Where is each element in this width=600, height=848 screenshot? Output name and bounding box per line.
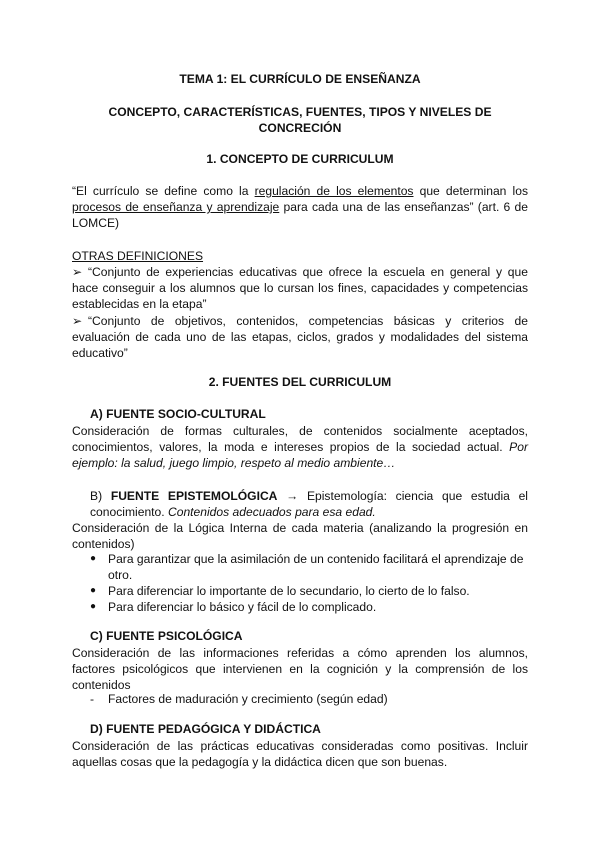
underlined-term: regulación de los elementos: [254, 184, 414, 198]
document-title: TEMA 1: EL CURRÍCULO DE ENSEÑANZA: [179, 72, 421, 86]
fuente-b-heading: B) FUENTE EPISTEMOLÓGICA → Epistemología: ciencia que estudia el conocimiento. Contenidos adecuados para esa edad.: [90, 489, 528, 520]
section-2-heading: 2. FUENTES DEL CURRICULUM: [208, 375, 392, 389]
dash-bullet-icon: -: [90, 692, 95, 706]
arrow-bullet-icon: ➢: [72, 265, 83, 279]
fuente-c-text: Consideración de las informaciones referidas a cómo aprenden los alumnos, factores psicológicos que intervienen en la cognición y la comprensión de los contenidos: [72, 646, 528, 693]
list-item: ● Para diferenciar lo básico y fácil de lo complicado.: [90, 600, 377, 614]
bullet-icon: ●: [90, 585, 97, 596]
arrow-bullet-icon: ➢: [72, 314, 83, 328]
list-item: ● Para diferenciar lo importante de lo secundario, lo cierto de lo falso.: [90, 584, 470, 598]
fuente-c-heading: C) FUENTE PSICOLÓGICA: [90, 629, 243, 643]
fuente-a-heading: A) FUENTE SOCIO-CULTURAL: [90, 407, 266, 421]
fuente-d-text: Consideración de las prácticas educativas consideradas como positivas. Incluir aquellas cosas que la pedagogía y la didáctica dicen que son buenas.: [72, 739, 528, 770]
bullet-icon: ●: [90, 601, 97, 612]
right-arrow-icon: →: [286, 489, 299, 503]
bullet-icon: ●: [90, 553, 97, 564]
fuente-b-text: Consideración de la Lógica Interna de cada materia (analizando la progresión en contenidos): [72, 521, 528, 552]
list-item: - Factores de maduración y crecimiento (según edad): [90, 692, 388, 706]
fuente-a-text: Consideración de formas culturales, de contenidos socialmente aceptados, conocimientos, valores, la moda e intereses propios de la sociedad actual. Por ejemplo: la salud, juego limpio, respeto al medio ambiente…: [72, 424, 528, 471]
definition-item: ➢ “Conjunto de experiencias educativas que ofrece la escuela en general y que hace conseguir a los alumnos que lo cursan los fines, capacidades y competencias establecidas en la etapa”: [72, 265, 528, 312]
fuente-d-heading: D) FUENTE PEDAGÓGICA Y DIDÁCTICA: [90, 722, 321, 736]
underlined-term: procesos de enseñanza y aprendizaje: [72, 200, 280, 215]
curriculum-definition: “El currículo se define como la regulación de los elementos que determinan los procesos de enseñanza y aprendizaje para cada una de las enseñanzas” (art. 6 de LOMCE): [72, 184, 528, 231]
fuente-a-example: Por ejemplo: la salud, juego limpio, respeto al medio ambiente…: [72, 440, 528, 471]
definition-item: ➢ “Conjunto de objetivos, contenidos, competencias básicas y criterios de evaluación de cada uno de las etapas, ciclos, grados y modalidades del sistema educativo”: [72, 314, 528, 361]
list-item: ● Para garantizar que la asimilación de un contenido facilitará el aprendizaje de otro.: [90, 552, 524, 583]
section-1-heading: 1. CONCEPTO DE CURRICULUM: [206, 152, 394, 166]
document-subtitle: CONCEPTO, CARACTERÍSTICAS, FUENTES, TIPOS Y NIVELES DE CONCRECIÓN: [108, 105, 492, 135]
otras-definiciones-heading: OTRAS DEFINICIONES: [72, 249, 204, 263]
